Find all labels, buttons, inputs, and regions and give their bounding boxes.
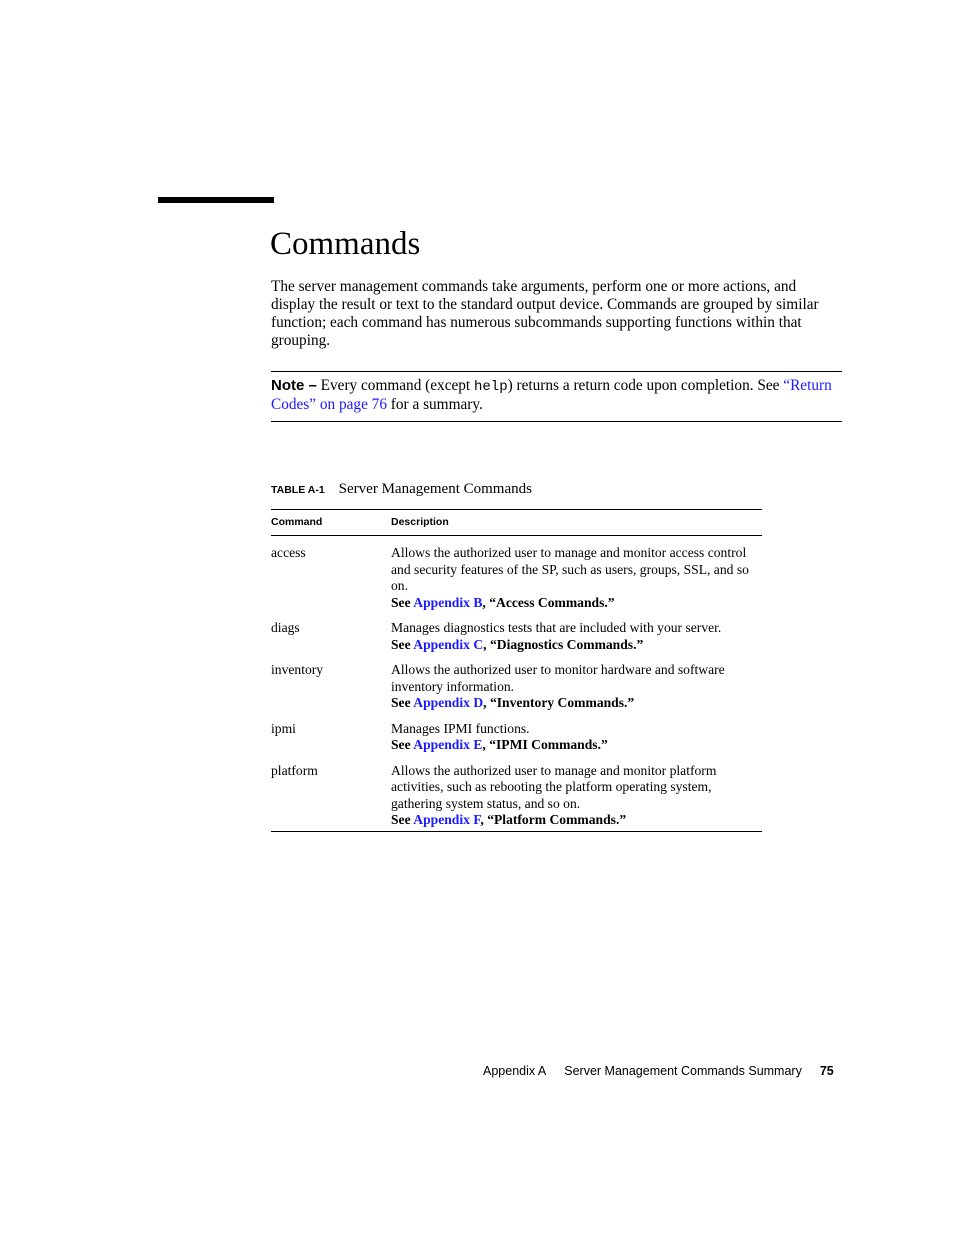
see-suffix: , “Diagnostics Commands.” bbox=[483, 636, 644, 652]
see-prefix: See bbox=[391, 737, 414, 752]
table-row bbox=[271, 536, 762, 612]
see-reference bbox=[391, 637, 762, 654]
note-label: Note – bbox=[271, 377, 317, 394]
description-cell bbox=[391, 754, 762, 832]
table-row bbox=[271, 712, 762, 754]
see-reference bbox=[391, 695, 762, 712]
appendix-link[interactable]: Appendix C bbox=[413, 636, 484, 652]
note-text-after: for a summary. bbox=[386, 396, 483, 413]
intro-paragraph: The server management commands take arguments, perform one or more actions, and display the result or text to the standard output device. Commands are grouped by similar function; each command has numerous subcommands supporting functions within that grouping. bbox=[271, 278, 819, 349]
description-text: Allows the authorized user to manage and monitor access control and security features of the SP, such as users, groups, SSL, and so on. bbox=[391, 545, 749, 593]
see-suffix: , “Inventory Commands.” bbox=[483, 695, 635, 710]
page-number: 75 bbox=[819, 1064, 834, 1078]
page-footer bbox=[483, 1063, 834, 1079]
command-cell: diags bbox=[271, 620, 300, 635]
command-cell: ipmi bbox=[271, 720, 296, 736]
column-header-command: Command bbox=[271, 510, 391, 536]
appendix-link[interactable]: Appendix F bbox=[413, 812, 481, 827]
chapter-rule-bar bbox=[158, 197, 274, 203]
description-text: Allows the authorized user to manage and monitor platform activities, such as rebooting the platform operating system, gathering system status, and so on. bbox=[391, 762, 717, 811]
see-prefix: See bbox=[391, 594, 414, 610]
description-text: Manages diagnostics tests that are included with your server. bbox=[391, 620, 722, 635]
appendix-link[interactable]: Appendix D bbox=[413, 695, 484, 710]
note-text-middle: ) returns a return code upon completion. See bbox=[507, 377, 784, 394]
see-suffix: , “Platform Commands.” bbox=[480, 812, 627, 827]
table-row bbox=[271, 754, 762, 832]
column-header-description: Description bbox=[391, 510, 762, 536]
see-reference bbox=[391, 737, 762, 754]
note-code: help bbox=[474, 379, 508, 395]
description-text: Manages IPMI functions. bbox=[391, 720, 530, 736]
description-cell bbox=[391, 611, 762, 653]
table-row bbox=[271, 653, 762, 712]
command-cell: access bbox=[271, 545, 306, 560]
see-prefix: See bbox=[391, 695, 414, 710]
description-cell bbox=[391, 653, 762, 712]
note-text-before: Every command (except bbox=[316, 377, 474, 394]
table-caption bbox=[271, 480, 532, 499]
see-suffix: , “IPMI Commands.” bbox=[482, 737, 608, 752]
footer-chapter: Server Management Commands Summary bbox=[564, 1064, 802, 1078]
table-row bbox=[271, 611, 762, 653]
see-prefix: See bbox=[391, 636, 414, 652]
see-prefix: See bbox=[391, 812, 414, 827]
appendix-link[interactable]: Appendix B bbox=[413, 594, 483, 610]
see-reference bbox=[391, 595, 762, 612]
note-box bbox=[271, 371, 842, 422]
description-cell bbox=[391, 536, 762, 612]
table-caption-title: Server Management Commands bbox=[338, 481, 532, 497]
description-cell bbox=[391, 712, 762, 754]
command-cell: platform bbox=[271, 762, 318, 778]
footer-section: Appendix A bbox=[483, 1064, 547, 1078]
appendix-link[interactable]: Appendix E bbox=[413, 737, 483, 752]
commands-table bbox=[271, 509, 762, 832]
table-header-row bbox=[271, 510, 762, 536]
see-reference bbox=[391, 812, 762, 829]
description-text: Allows the authorized user to monitor hardware and software inventory information. bbox=[391, 662, 725, 694]
see-suffix: , “Access Commands.” bbox=[482, 594, 615, 610]
command-cell: inventory bbox=[271, 662, 324, 677]
return-codes-link[interactable]: “Return Codes” on page 76 bbox=[271, 377, 832, 413]
table-caption-label: TABLE A-1 bbox=[271, 484, 325, 496]
page-title: Commands bbox=[270, 226, 421, 262]
